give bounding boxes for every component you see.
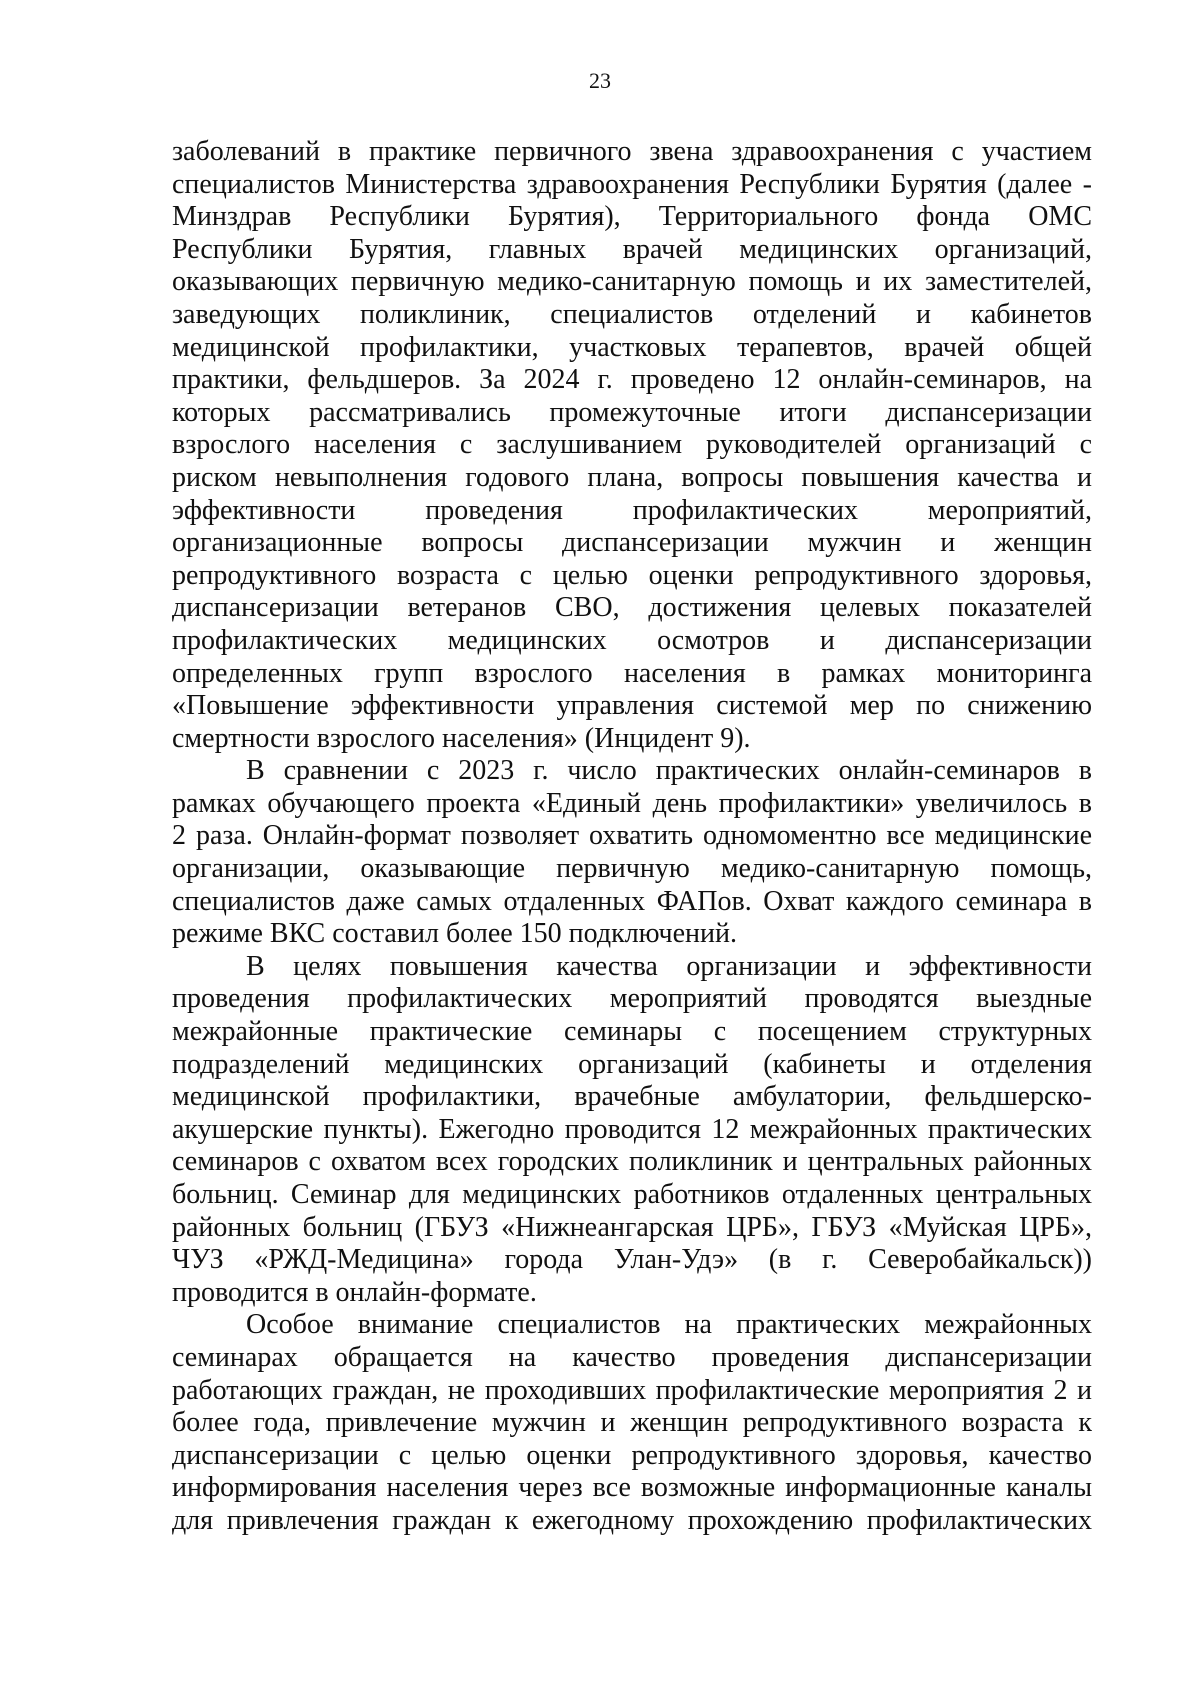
- text-line: режиме ВКС составил более 150 подключений.: [172, 918, 737, 950]
- text-line: медицинской профилактики, участковых терапевтов, врачей общей: [172, 331, 1092, 363]
- text-line: медицинской профилактики, врачебные амбулатории, фельдшерско-: [172, 1081, 1092, 1113]
- text-line: заведующих поликлиник, специалистов отделений и кабинетов: [172, 298, 1092, 330]
- text-line: для привлечения граждан к ежегодному прохождению профилактических: [172, 1504, 1092, 1536]
- text-line: проводится в онлайн-формате.: [172, 1276, 537, 1308]
- text-line: репродуктивного возраста с целью оценки репродуктивного здоровья,: [172, 559, 1092, 591]
- text-line: подразделений медицинских организаций (кабинеты и отделения: [172, 1048, 1092, 1080]
- text-line: В сравнении с 2023 г. число практических онлайн-семинаров в: [246, 755, 1092, 787]
- text-line: диспансеризации ветеранов СВО, достижения целевых показателей: [172, 592, 1092, 624]
- text-line: «Повышение эффективности управления системой мер по снижению: [172, 690, 1092, 722]
- text-line: проведения профилактических мероприятий проводятся выездные: [172, 983, 1092, 1015]
- text-line: 2 раза. Онлайн-формат позволяет охватить одномоментно все медицинские: [172, 820, 1092, 852]
- text-line: Минздрав Республики Бурятия), Территориального фонда ОМС: [172, 201, 1092, 233]
- paragraph: [172, 951, 1092, 1310]
- paragraph: [172, 136, 1092, 755]
- text-line: акушерские пункты). Ежегодно проводится 12 межрайонных практических: [172, 1113, 1092, 1145]
- text-line: диспансеризации с целью оценки репродуктивного здоровья, качество: [172, 1439, 1092, 1471]
- text-line: профилактических медицинских осмотров и диспансеризации: [172, 624, 1092, 656]
- text-line: ЧУЗ «РЖД-Медицина» города Улан-Удэ» (в г. Северобайкальск)): [172, 1244, 1092, 1276]
- text-line: практики, фельдшеров. За 2024 г. проведено 12 онлайн-семинаров, на: [172, 364, 1092, 396]
- text-line: информирования населения через все возможные информационные каналы: [172, 1472, 1092, 1504]
- text-line: риском невыполнения годового плана, вопросы повышения качества и: [172, 461, 1092, 493]
- text-line: семинаров с охватом всех городских поликлиник и центральных районных: [172, 1146, 1092, 1178]
- text-line: оказывающих первичную медико-санитарную помощь и их заместителей,: [172, 266, 1092, 298]
- text-line: межрайонные практические семинары с посещением структурных: [172, 1016, 1092, 1048]
- text-line: более года, привлечение мужчин и женщин репродуктивного возраста к: [172, 1407, 1092, 1439]
- text-line: организации, оказывающие первичную медико-санитарную помощь,: [172, 853, 1092, 885]
- text-line: семинарах обращается на качество проведения диспансеризации: [172, 1341, 1092, 1373]
- text-line: специалистов Министерства здравоохранения Республики Бурятия (далее -: [172, 168, 1092, 200]
- text-line: заболеваний в практике первичного звена здравоохранения с участием: [172, 136, 1092, 167]
- text-line: В целях повышения качества организации и эффективности: [246, 950, 1092, 982]
- paragraph: [172, 1309, 1092, 1537]
- text-line: организационные вопросы диспансеризации мужчин и женщин: [172, 527, 1092, 559]
- paragraph: [172, 755, 1092, 951]
- text-line: Республики Бурятия, главных врачей медицинских организаций,: [172, 233, 1092, 265]
- text-line: районных больниц (ГБУЗ «Нижнеангарская ЦРБ», ГБУЗ «Муйская ЦРБ»,: [172, 1211, 1092, 1243]
- text-line: которых рассматривались промежуточные итоги диспансеризации: [172, 396, 1092, 428]
- text-line: работающих граждан, не проходивших профилактические мероприятия 2 и: [172, 1374, 1092, 1406]
- text-line: рамках обучающего проекта «Единый день профилактики» увеличилось в: [172, 787, 1092, 819]
- text-line: эффективности проведения профилактических мероприятий,: [172, 494, 1092, 526]
- text-line: определенных групп взрослого населения в рамках мониторинга: [172, 657, 1092, 689]
- text-line: смертности взрослого населения» (Инцидент 9).: [172, 722, 751, 754]
- document-body: [172, 136, 1092, 1538]
- text-line: взрослого населения с заслушиванием руководителей организаций с: [172, 429, 1092, 461]
- text-line: специалистов даже самых отдаленных ФАПов. Охват каждого семинара в: [172, 885, 1092, 917]
- text-line: больниц. Семинар для медицинских работников отдаленных центральных: [172, 1179, 1092, 1210]
- page-number: 23: [589, 68, 611, 93]
- text-line: Особое внимание специалистов на практических межрайонных: [246, 1309, 1092, 1341]
